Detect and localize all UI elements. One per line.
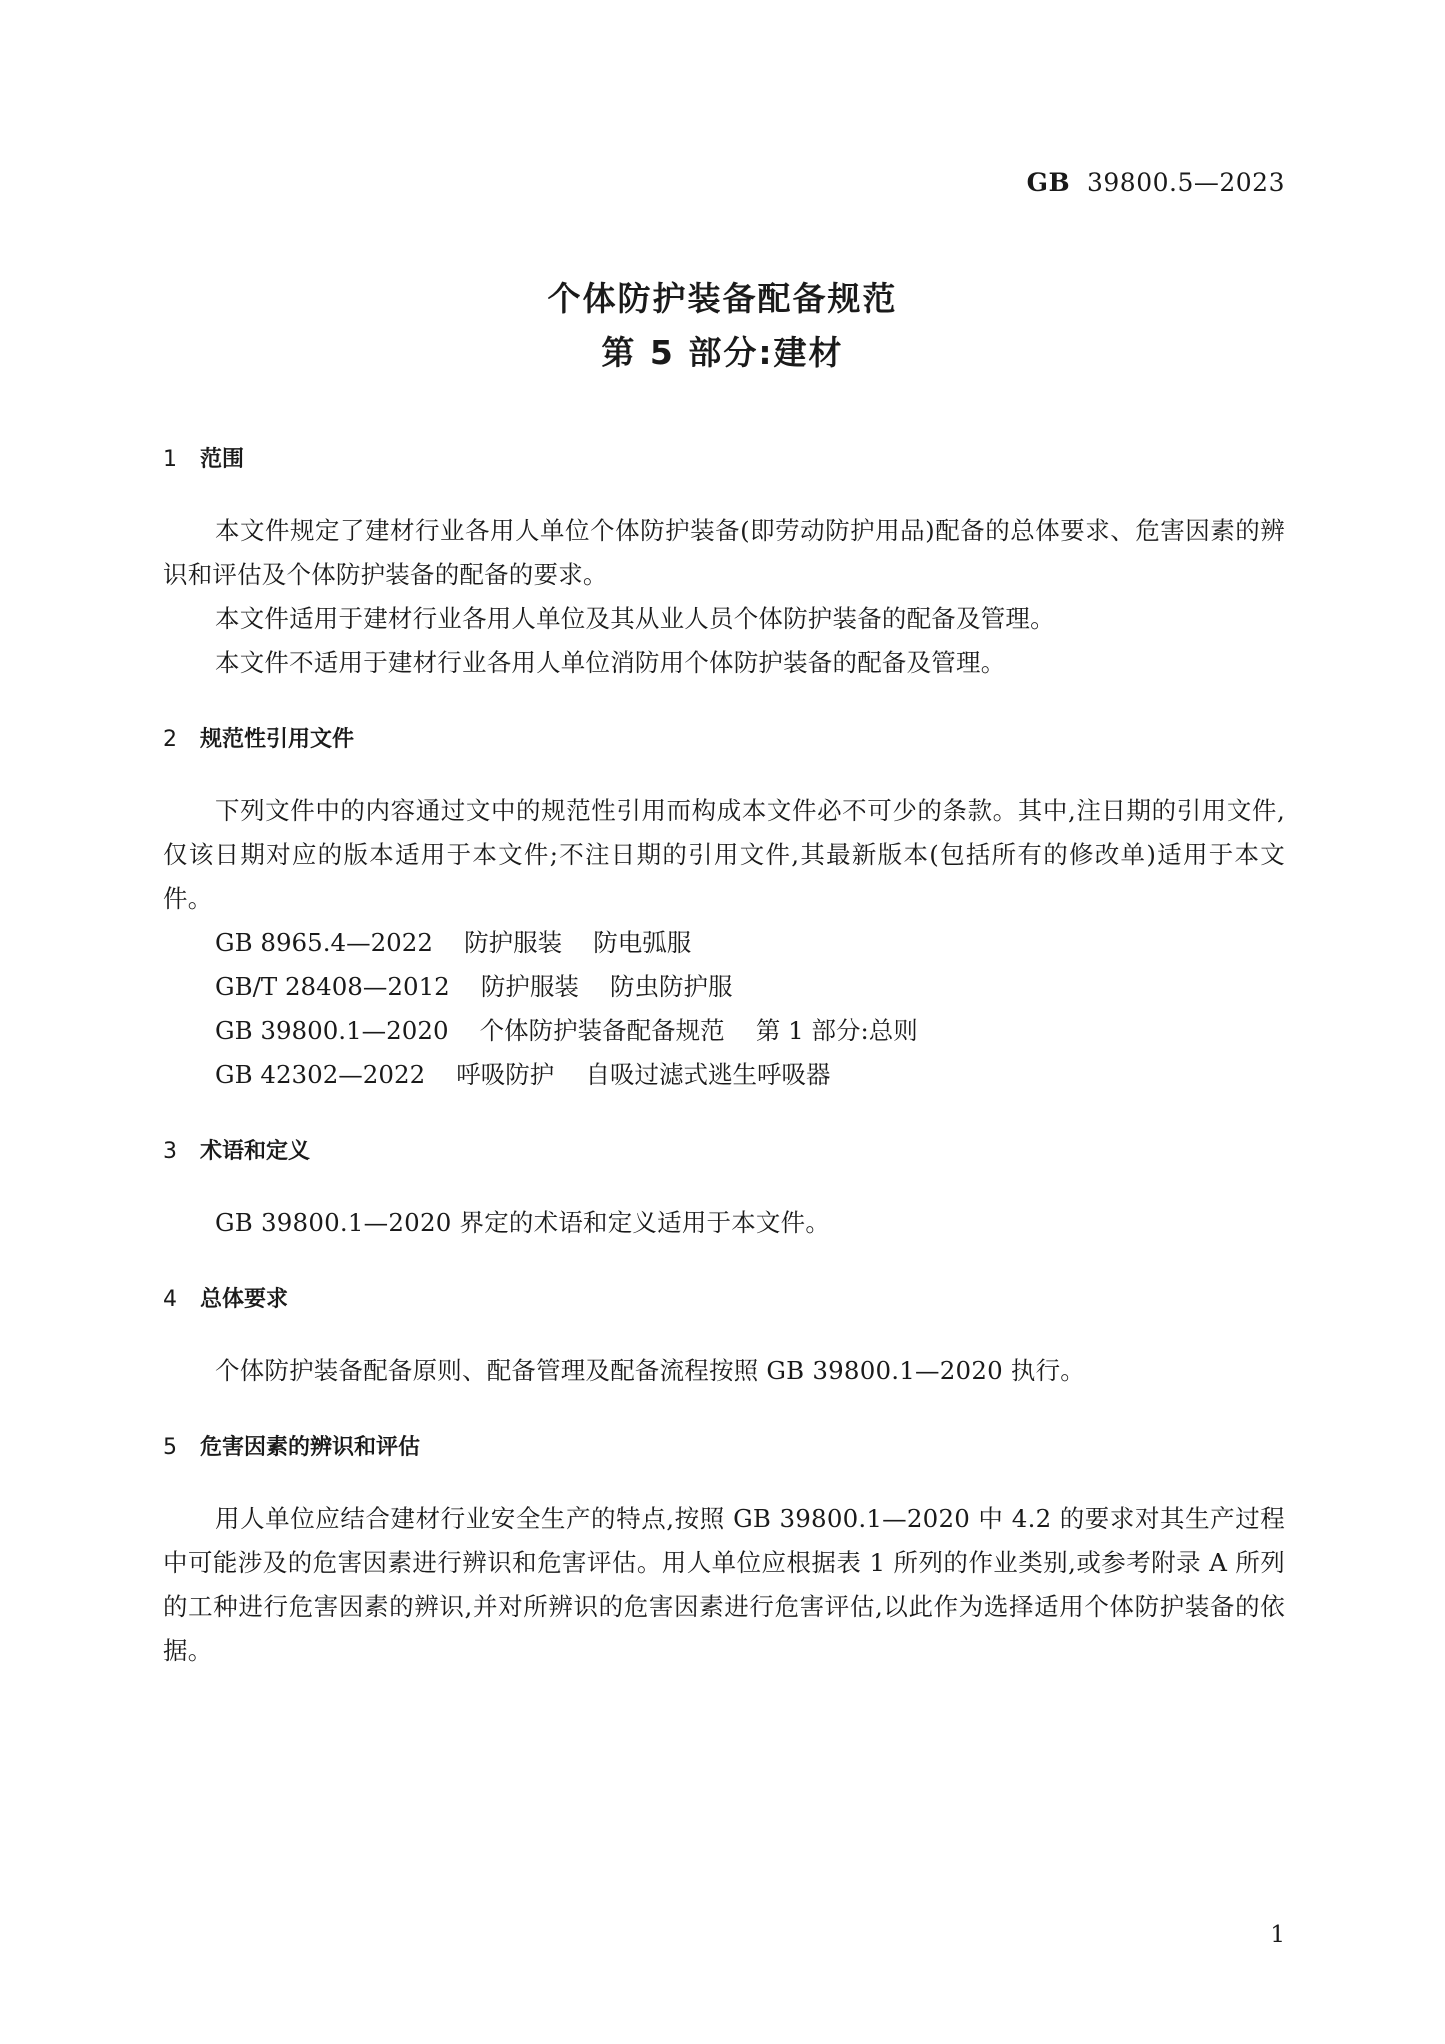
clause-3-paragraph-1: GB 39800.1—2020 界定的术语和定义适用于本文件。 bbox=[215, 1208, 831, 1237]
clause-1-paragraph-3: 本文件不适用于建材行业各用人单位消防用个体防护装备的配备及管理。 bbox=[215, 648, 1006, 677]
spacer bbox=[163, 1245, 1285, 1285]
clause-number-3: 3 bbox=[163, 1139, 177, 1164]
spacer bbox=[163, 1393, 1285, 1433]
spacer bbox=[163, 1167, 1285, 1201]
spacer bbox=[163, 755, 1285, 789]
spacer bbox=[163, 685, 1285, 725]
clause-heading-1 bbox=[163, 445, 1285, 475]
clause-heading-2 bbox=[163, 725, 1285, 755]
clause-4-paragraph-1: 个体防护装备配备原则、配备管理及配备流程按照 GB 39800.1—2020 执行。 bbox=[215, 1356, 1086, 1385]
clause-1-paragraph-2: 本文件适用于建材行业各用人单位及其从业人员个体防护装备的配备及管理。 bbox=[215, 604, 1055, 633]
clause-number-2: 2 bbox=[163, 727, 177, 752]
title-line-1: 个体防护装备配备规范 bbox=[547, 279, 898, 318]
page-title bbox=[0, 272, 1445, 380]
title-line-2: 第 5 部分:建材 bbox=[601, 333, 844, 372]
normative-reference-2: GB/T 28408—2012 防护服装 防虫防护服 bbox=[215, 972, 733, 1001]
document-body bbox=[163, 445, 1285, 1673]
clause-title-4: 总体要求 bbox=[199, 1287, 288, 1312]
page-footer bbox=[163, 1922, 1285, 1948]
clause-heading-4 bbox=[163, 1285, 1285, 1315]
clause-number-5: 5 bbox=[163, 1435, 177, 1460]
clause-number-1: 1 bbox=[163, 447, 177, 472]
clause-2-paragraph-1: 下列文件中的内容通过文中的规范性引用而构成本文件必不可少的条款。其中,注日期的引用文件,仅该日期对应的版本适用于本文件;不注日期的引用文件,其最新版本(包括所有的修改单)适用于本文件。 bbox=[163, 796, 1285, 913]
normative-reference-1: GB 8965.4—2022 防护服装 防电弧服 bbox=[215, 928, 692, 957]
spacer bbox=[163, 1097, 1285, 1137]
standard-number-value: 39800.5—2023 bbox=[1070, 168, 1285, 197]
clause-title-5: 危害因素的辨识和评估 bbox=[199, 1435, 420, 1460]
spacer bbox=[163, 1463, 1285, 1497]
clause-heading-5 bbox=[163, 1433, 1285, 1463]
clause-title-3: 术语和定义 bbox=[199, 1139, 310, 1164]
spacer bbox=[163, 475, 1285, 509]
spacer bbox=[163, 1315, 1285, 1349]
clause-5-paragraph-1: 用人单位应结合建材行业安全生产的特点,按照 GB 39800.1—2020 中 4.2 的要求对其生产过程中可能涉及的危害因素进行辨识和危害评估。用人单位应根据表 1 所列的作业类别,或参考附录 A 所列的工种进行危害因素的辨识,并对所辨识的危害因素进行危害评估,以此作为选择适用个体防护装备的依据。 bbox=[163, 1504, 1285, 1665]
clause-heading-3 bbox=[163, 1137, 1285, 1167]
clause-title-2: 规范性引用文件 bbox=[199, 727, 354, 752]
clause-title-1: 范围 bbox=[199, 447, 244, 472]
clause-number-4: 4 bbox=[163, 1287, 177, 1312]
standard-prefix: GB bbox=[1026, 168, 1071, 197]
clause-1-paragraph-1: 本文件规定了建材行业各用人单位个体防护装备(即劳动防护用品)配备的总体要求、危害因素的辨识和评估及个体防护装备的配备的要求。 bbox=[163, 516, 1285, 589]
standard-number bbox=[1027, 168, 1285, 197]
page-header bbox=[163, 168, 1285, 202]
page-number: 1 bbox=[1270, 1922, 1285, 1948]
normative-reference-4: GB 42302—2022 呼吸防护 自吸过滤式逃生呼吸器 bbox=[215, 1060, 831, 1089]
normative-reference-3: GB 39800.1—2020 个体防护装备配备规范 第 1 部分:总则 bbox=[215, 1016, 918, 1045]
